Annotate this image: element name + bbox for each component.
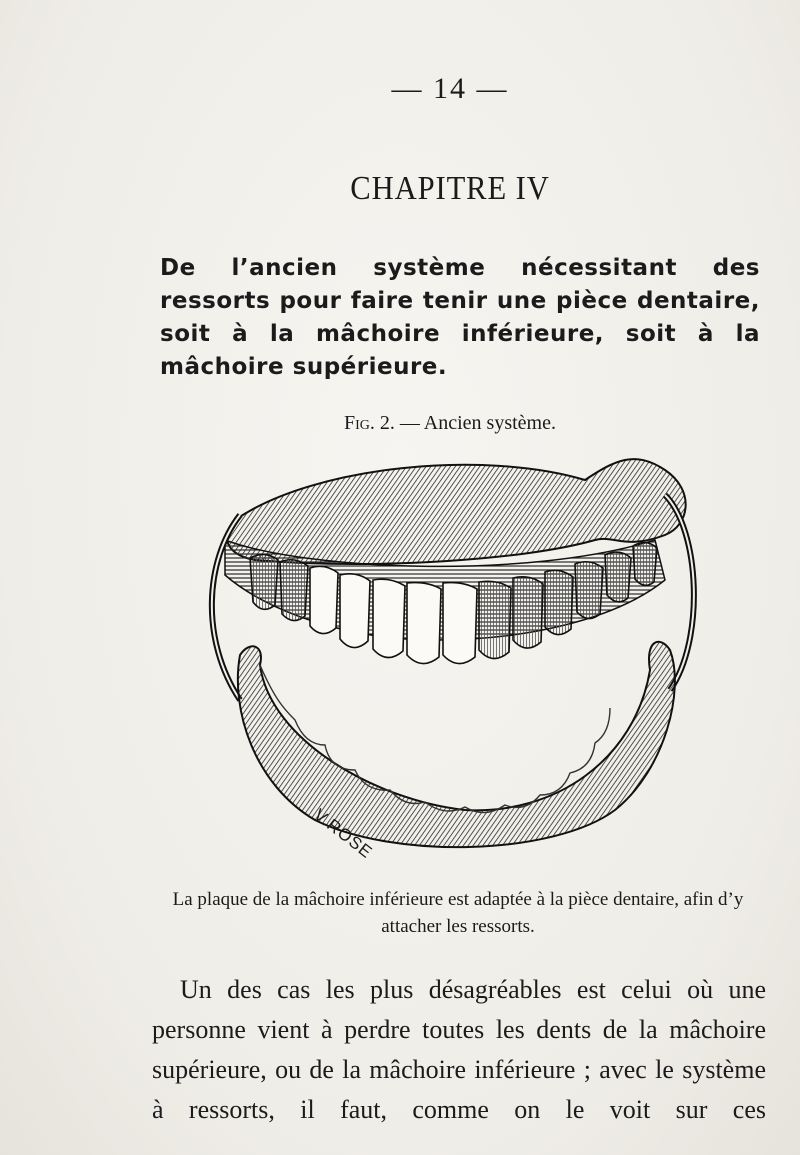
figure-caption-text: — Ancien système. bbox=[394, 412, 556, 434]
denture-illustration bbox=[195, 440, 720, 865]
engraver-signature: V.ROSE bbox=[310, 805, 377, 863]
figure-caption bbox=[0, 412, 800, 435]
body-paragraph bbox=[152, 970, 766, 1130]
figure-legend: La plaque de la mâchoire inférieure est adaptée à la pièce dentaire, afin d’y attacher les ressorts. bbox=[172, 889, 744, 937]
figure-label: Fig. 2. bbox=[344, 412, 395, 434]
upper-plate bbox=[227, 459, 686, 564]
lower-plate bbox=[238, 642, 675, 847]
page-number: — 14 — bbox=[391, 72, 509, 105]
body-paragraph-text: Un des cas les plus désagréables est celui où une personne vient à perdre toutes les dents de la mâchoire supérieure, ou de la mâchoire inférieure ; avec le système à ressorts, il faut, comme on le voit sur ces bbox=[152, 975, 766, 1124]
chapter-title: CHAPITRE IV bbox=[350, 170, 550, 207]
section-heading: De l’ancien système nécessitant des ressorts pour faire tenir une pièce dentaire, soit à la mâchoire inférieure, soit à la mâchoire supérieure. bbox=[160, 255, 760, 380]
